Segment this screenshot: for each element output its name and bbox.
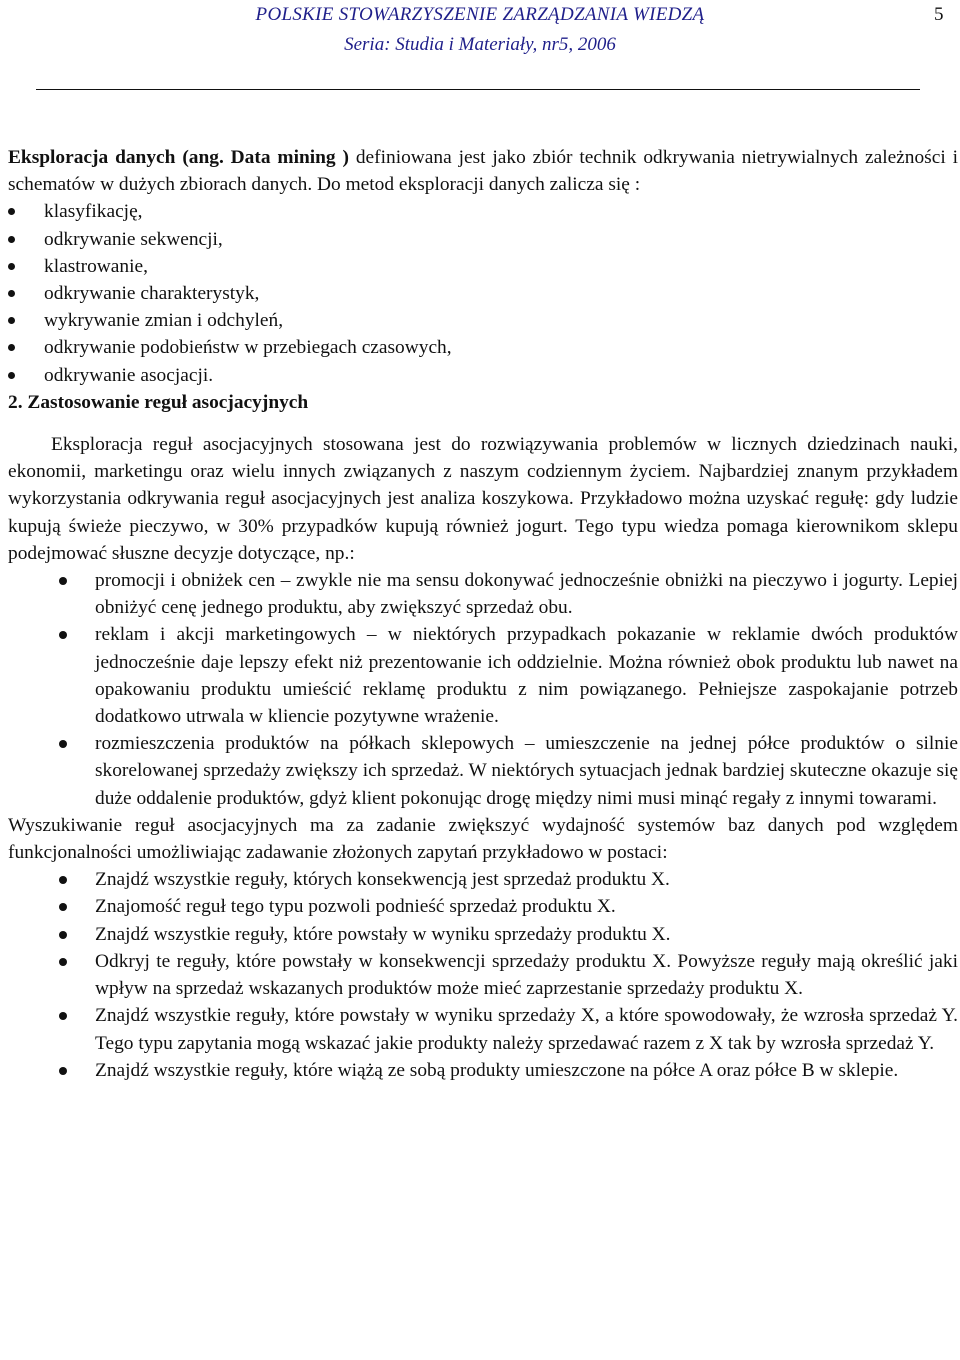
list-item: klasyfikację, — [8, 198, 958, 225]
list-item: Znajdź wszystkie reguły, które wiążą ze sobą produkty umieszczone na półce A oraz półce B w sklepie. — [8, 1057, 958, 1084]
header-rule — [36, 89, 920, 90]
list-item: wykrywanie zmian i odchyleń, — [8, 307, 958, 334]
intro-text: definiowana jest jako zbiór technik odkrywania nietrywialnych zależności i schematów w dużych zbiorach danych. Do metod eksploracji danych zalicza się : — [8, 147, 958, 196]
list-item: Znajdź wszystkie reguły, które powstały w wyniku sprzedaży produktu X. — [8, 921, 958, 948]
document-body — [8, 144, 958, 1084]
search-paragraph: Wyszukiwanie reguł asocjacyjnych ma za zadanie zwiększyć wydajność systemów baz danych pod względem funkcjonalności umożliwiając zadawanie złożonych zapytań przykładowo w postaci: — [8, 814, 958, 864]
intro-paragraph — [8, 144, 958, 198]
list-item: odkrywanie asocjacji. — [8, 362, 958, 389]
intro-bold-lead: Eksploracja danych (ang. Data mining ) — [8, 147, 349, 168]
list-item: reklam i akcji marketingowych – w niektórych przypadkach pokazanie w reklamie dwóch produktów jednocześnie daje lepszy efekt niż prezentowanie ich oddzielnie. Można również obok produktu lub nawet na opakowaniu produktu umieścić reklamę produktu z nim powiązanego. Pełniejsze zaspokajanie potrzeb dodatkowo utrwala w kliencie pozytywne wrażenie. — [8, 621, 958, 730]
list-item: odkrywanie podobieństw w przebiegach czasowych, — [8, 334, 958, 361]
list-item: Znajdź wszystkie reguły, które powstały w wyniku sprzedaży X, a które spowodowały, że wzrosła sprzedaż Y. Tego typu zapytania mogą wskazać jakie produkty należy sprzedawać razem z X tak by wzrosła sprzedaż Y. — [8, 1002, 958, 1056]
list-item: promocji i obniżek cen – zwykle nie ma sensu dokonywać jednocześnie obniżki na pieczywo i jogurty. Lepiej obniżyć cenę jednego produktu, aby zwiększyć sprzedaż obu. — [8, 567, 958, 621]
section-paragraph: Eksploracja reguł asocjacyjnych stosowana jest do rozwiązywania problemów w licznych dziedzinach nauki, ekonomii, marketingu oraz wielu innych związanych z naszym codziennym życiem. Najbardziej znanym przykładem wykorzystania odkrywania reguł asocjacyjnych jest analiza koszykowa. Przykładowo można uzyskać regułę: gdy ludzie kupują świeże pieczywo, w 30% przypadków kupują również jogurt. Tego typu wiedza pomaga kierownikom sklepu podejmować słuszne decyzje dotyczące, np.: — [8, 434, 958, 564]
list-item: Znajdź wszystkie reguły, których konsekwencją jest sprzedaż produktu X. — [8, 866, 958, 893]
list-item: rozmieszczenia produktów na półkach sklepowych – umieszczenie na jednej półce produktów o silnie skorelowanej sprzedaży zwiększy ich sprzedaż. W niektórych sytuacjach jednak bardziej skuteczne okazuje się duże oddalenie produktów, gdyż klient pokonując drogę między nimi musi minąć regały z innymi towarami. — [8, 730, 958, 812]
methods-list — [8, 198, 958, 388]
list-item: Znajomość reguł tego typu pozwoli podnieść sprzedaż produktu X. — [8, 893, 958, 920]
queries-list — [8, 866, 958, 1084]
list-item: klastrowanie, — [8, 253, 958, 280]
list-item: odkrywanie sekwencji, — [8, 226, 958, 253]
series-info: Seria: Studia i Materiały, nr5, 2006 — [344, 34, 616, 55]
page-number: 5 — [934, 4, 944, 25]
journal-name: POLSKIE STOWARZYSZENIE ZARZĄDZANIA WIEDZĄ — [255, 4, 705, 25]
list-item: odkrywanie charakterystyk, — [8, 280, 958, 307]
page-header — [0, 0, 960, 96]
section-heading: 2. Zastosowanie reguł asocjacyjnych — [8, 391, 309, 413]
list-item: Odkryj te reguły, które powstały w konsekwencji sprzedaży produktu X. Powyższe reguły mają określić jaki wpływ na sprzedaż wskazanych produktów może mieć zaprzestanie sprzedaży produktu X. — [8, 948, 958, 1002]
decisions-list — [8, 567, 958, 812]
